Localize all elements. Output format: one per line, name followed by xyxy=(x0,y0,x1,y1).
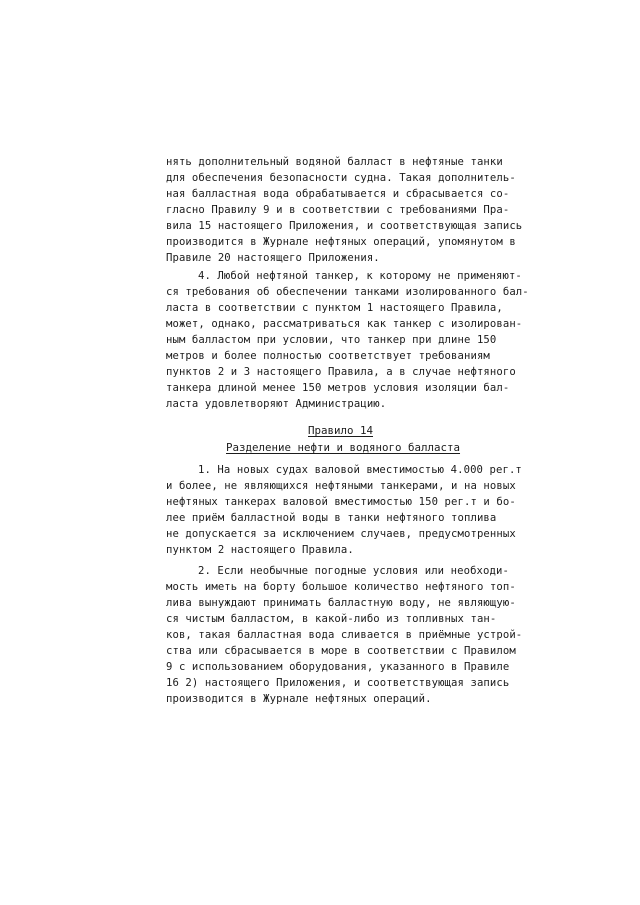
text-line: для обеспечения безопасности судна. Такая дополнитель- xyxy=(166,172,516,184)
text-line: ным балластом при условии, что танкер при длине 150 xyxy=(166,334,497,346)
text-line: вила 15 настоящего Приложения, и соответствующая запись xyxy=(166,220,523,232)
rule-subtitle: Разделение нефти и водяного балласта xyxy=(226,441,461,454)
text-line: мость иметь на борту большое количество нефтяного топ- xyxy=(166,581,516,593)
text-line: 2. Если необычные погодные условия или необходи- xyxy=(198,565,509,577)
text-line: метров и более полностью соответствует требованиям xyxy=(166,350,490,362)
text-line: 1. На новых судах валовой вместимостью 4.000 рег.т xyxy=(198,464,522,476)
rule-title: Правило 14 xyxy=(308,424,374,437)
text-line: Правиле 20 настоящего Приложения. xyxy=(166,252,380,264)
text-line: пунктом 2 настоящего Правила. xyxy=(166,544,354,556)
text-line: ков, такая балластная вода сливается в приёмные устрой- xyxy=(166,629,523,641)
text-line: лее приём балластной воды в танки нефтяного топлива xyxy=(166,512,497,524)
text-line: ласта удовлетворяют Администрацию. xyxy=(166,398,387,410)
text-line: 4. Любой нефтяной танкер, к которому не применяют- xyxy=(198,270,522,282)
text-line: гласно Правилу 9 и в соответствии с требованиями Пра- xyxy=(166,204,510,216)
text-line: пунктов 2 и 3 настоящего Правила, а в случае нефтяного xyxy=(166,366,516,378)
text-line: ласта в соответствии с пунктом 1 настоящего Правила, xyxy=(166,302,503,314)
text-line: производится в Журнале нефтяных операций, упомянутом в xyxy=(166,236,516,248)
text-line: производится в Журнале нефтяных операций. xyxy=(166,693,432,705)
text-line: танкера длиной менее 150 метров условия изоляции бал- xyxy=(166,382,510,394)
text-line: нять дополнительный водяной балласт в нефтяные танки xyxy=(166,156,503,168)
text-line: лива вынуждают принимать балластную воду, не являющую- xyxy=(166,597,516,609)
text-line: 9 с использованием оборудования, указанного в Правиле xyxy=(166,661,510,673)
text-line: ся чистым балластом, в какой-либо из топливных тан- xyxy=(166,613,497,625)
text-line: не допускается за исключением случаев, предусмотренных xyxy=(166,528,516,540)
text-line: 16 2) настоящего Приложения, и соответствующая запись xyxy=(166,677,510,689)
text-line: нефтяных танкерах валовой вместимостью 150 рег.т и бо- xyxy=(166,496,516,508)
text-line: и более, не являющихся нефтяными танкерами, и на новых xyxy=(166,480,516,492)
text-line: может, однако, рассматриваться как танкер с изолирован- xyxy=(166,318,523,330)
text-line: ся требования об обеспечении танками изолированного бал- xyxy=(166,286,529,298)
text-line: ства или сбрасывается в море в соответствии с Правилом xyxy=(166,645,516,657)
text-line: ная балластная вода обрабатывается и сбрасывается со- xyxy=(166,188,510,200)
